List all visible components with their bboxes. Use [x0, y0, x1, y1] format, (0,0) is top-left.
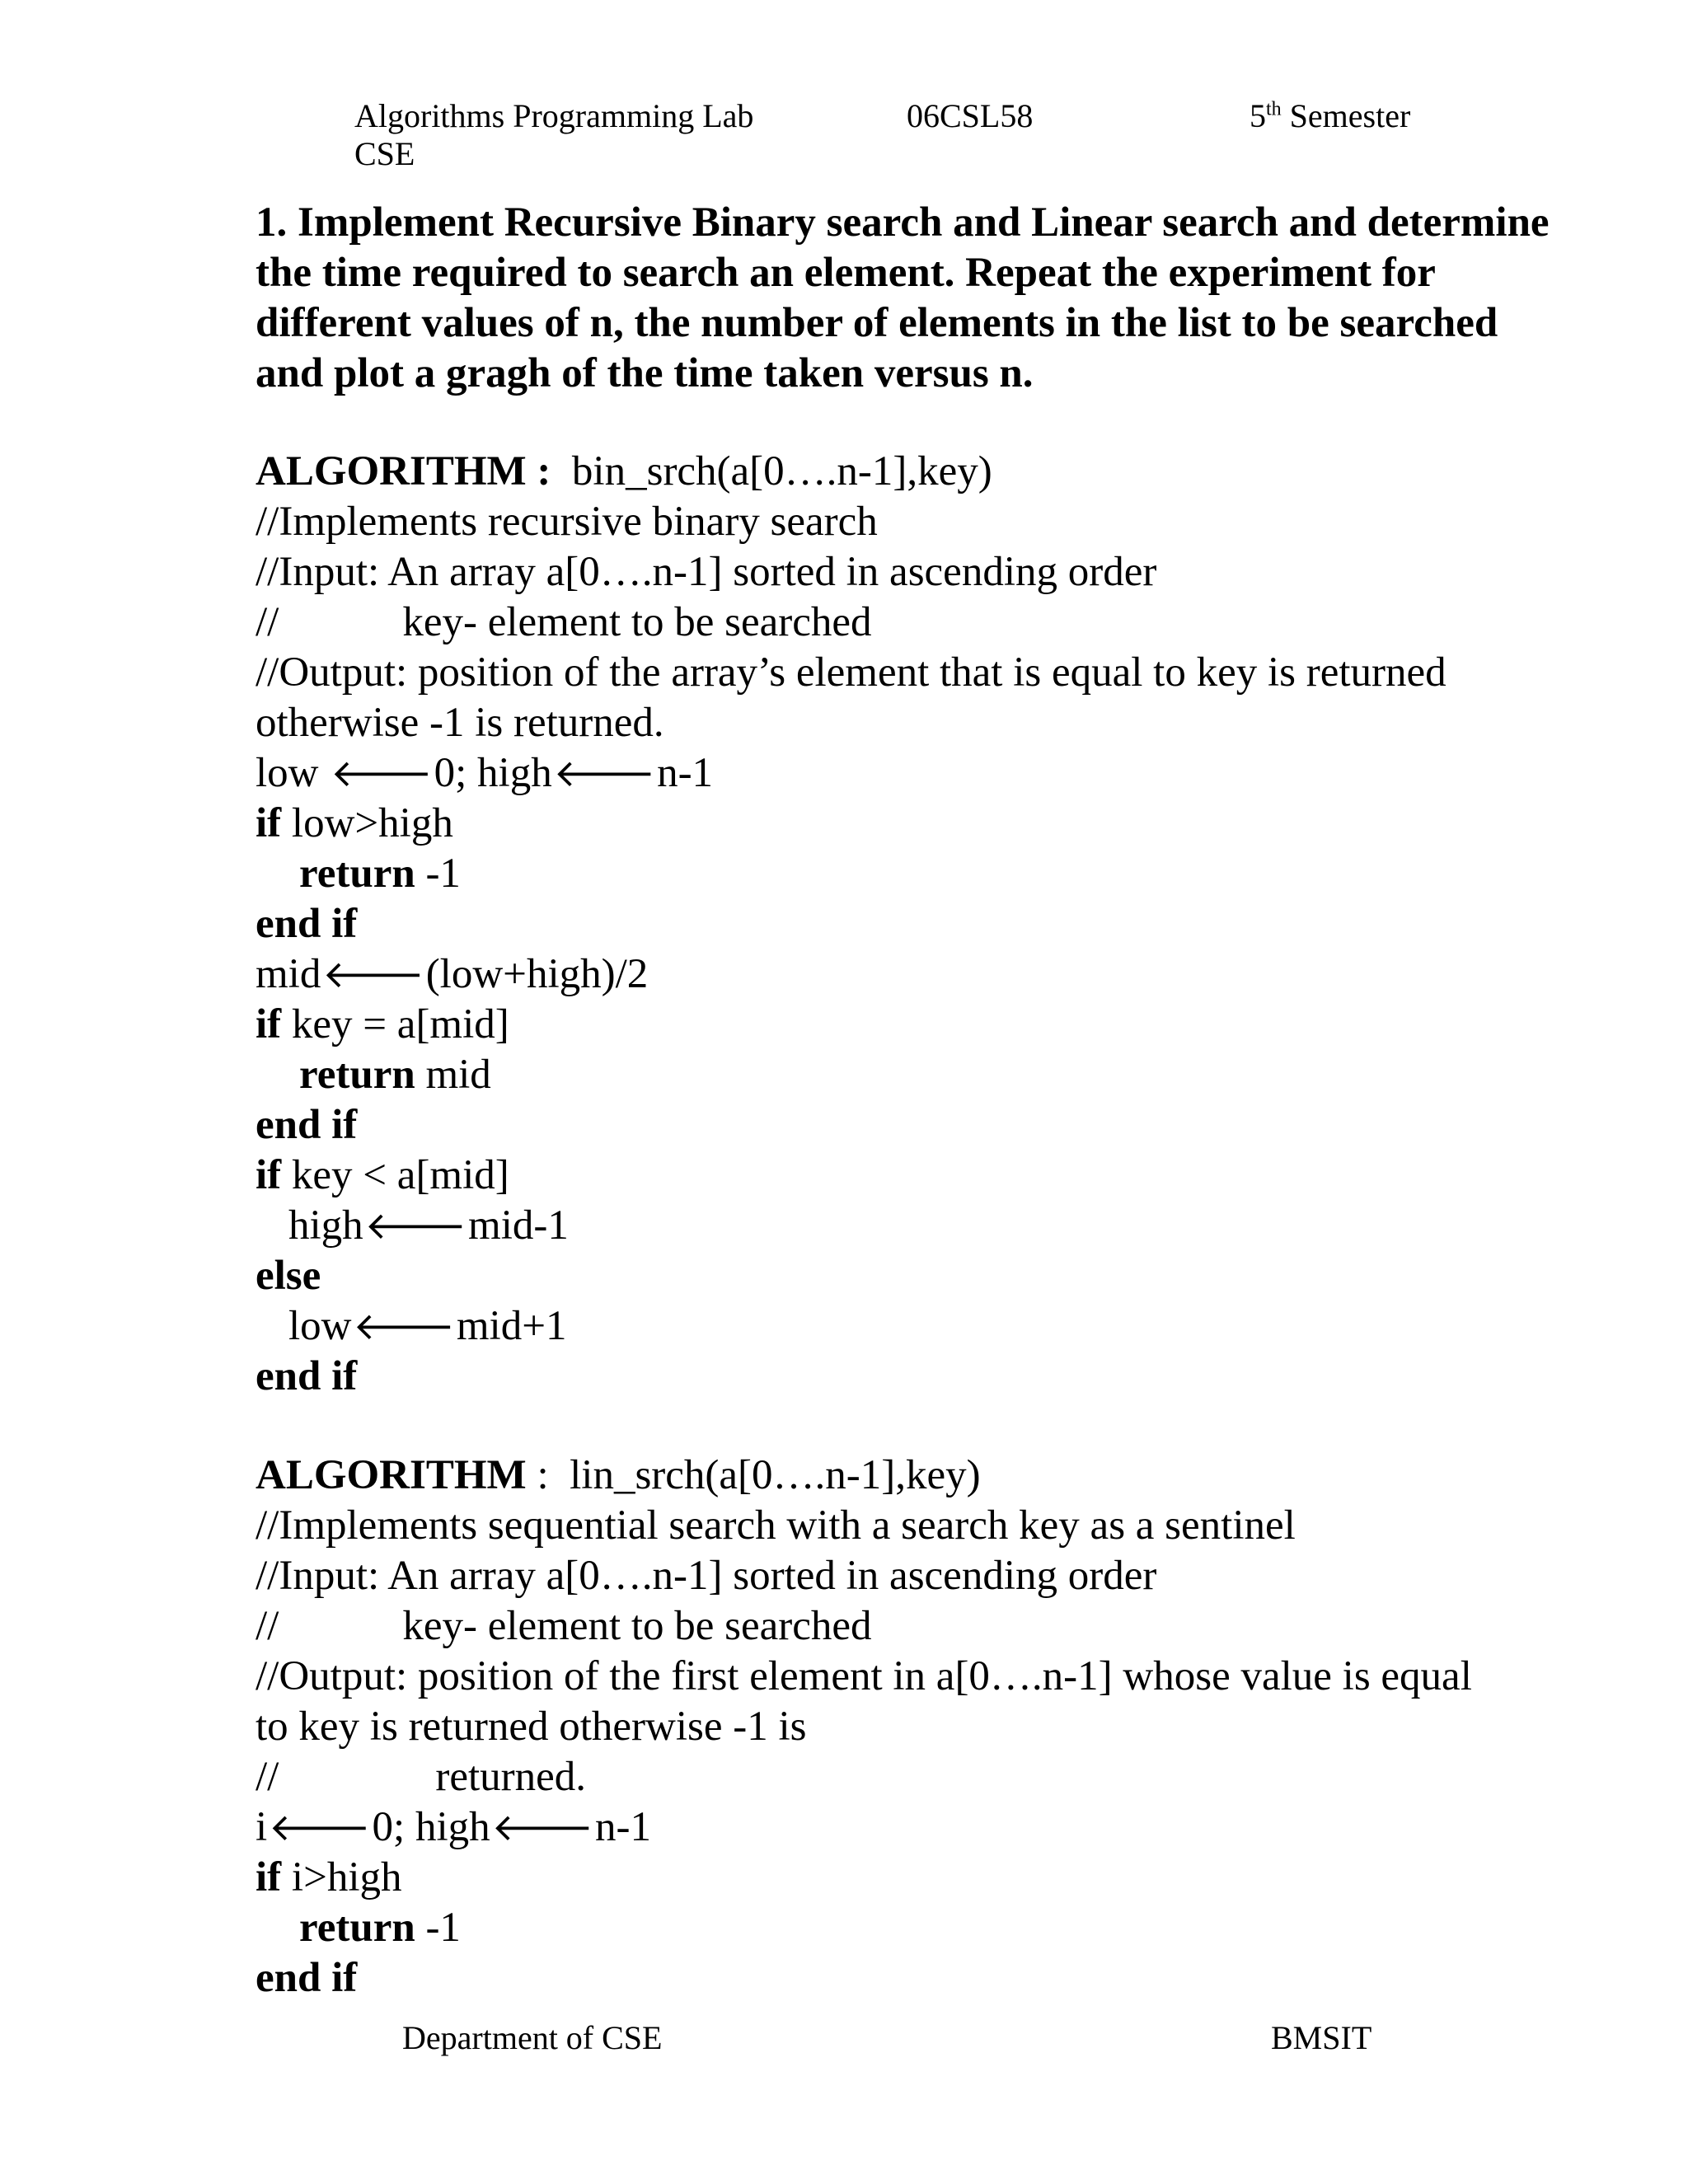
keyword-if: if	[256, 1152, 282, 1198]
code-text: mid	[256, 951, 321, 997]
algo1-signature: bin_srch(a[0….n-1],key)	[571, 448, 992, 494]
code-text: n-1	[657, 750, 714, 796]
comment-text: key- element to be searched	[402, 599, 872, 645]
algo1-line-else: else	[256, 1253, 321, 1299]
code-text: n-1	[594, 1804, 651, 1850]
algo1-line-mid	[256, 949, 648, 1000]
code-text: high	[288, 1202, 363, 1249]
left-arrow-icon: 🡐	[553, 752, 656, 794]
algo1-line-return-2	[299, 1050, 491, 1100]
keyword-return: return	[299, 851, 415, 897]
algo1-line-endif-2: end if	[256, 1102, 358, 1148]
algo2-comment-6	[256, 1752, 586, 1802]
keyword-if: if	[256, 1001, 282, 1047]
code-text: key < a[mid]	[281, 1152, 509, 1198]
algo1-line-endif-1: end if	[256, 901, 358, 947]
algo2-colon: :	[526, 1452, 549, 1498]
code-text: low>high	[281, 800, 453, 846]
code-text: (low+high)/2	[425, 951, 649, 997]
algo1-line-init	[256, 748, 713, 799]
left-arrow-icon: 🡐	[364, 1205, 467, 1247]
code-text: -1	[415, 1905, 461, 1951]
algo2-line-endif: end if	[256, 1955, 358, 2001]
footer-institute: BMSIT	[1271, 2019, 1372, 2056]
algo1-line-if	[256, 799, 453, 849]
code-text: i>high	[281, 1854, 402, 1900]
semester-number: 5	[1250, 97, 1266, 134]
comment-slashes: //	[256, 1754, 279, 1800]
keyword-if: if	[256, 800, 282, 846]
code-text: i	[256, 1804, 268, 1850]
algo1-comment-4: //Output: position of the array’s element that is equal to key is returned	[256, 649, 1447, 696]
algo1-heading: ALGORITHM :	[256, 448, 551, 494]
code-text: -1	[415, 851, 461, 897]
algo1-line-low	[288, 1301, 566, 1352]
algo2-line-init	[256, 1802, 651, 1853]
header-code: 06CSL58	[907, 97, 1034, 134]
code-text: low	[256, 750, 330, 796]
code-text: mid+1	[456, 1303, 567, 1349]
algo2-comment-3	[256, 1601, 872, 1652]
semester-superscript: th	[1266, 98, 1282, 120]
left-arrow-icon: 🡐	[353, 1305, 455, 1347]
algo2-comment-2: //Input: An array a[0….n-1] sorted in ascending order	[256, 1553, 1157, 1599]
algo1-comment-2: //Input: An array a[0….n-1] sorted in ascending order	[256, 549, 1157, 595]
algo2-line-if	[256, 1853, 402, 1903]
algo2-comment-1: //Implements sequential search with a search key as a sentinel	[256, 1502, 1296, 1549]
algo1-line-high	[288, 1201, 569, 1251]
keyword-if: if	[256, 1854, 282, 1900]
left-arrow-icon: 🡐	[491, 1807, 593, 1849]
algo1-line-endif-3: end if	[256, 1353, 358, 1399]
footer-dept: Department of CSE	[402, 2019, 663, 2056]
keyword-return: return	[299, 1052, 415, 1098]
code-text: 0; high	[434, 750, 552, 796]
algo2-comment-5: to key is returned otherwise -1 is	[256, 1704, 807, 1750]
algo2-line-return	[299, 1903, 461, 1953]
algo1-header	[256, 447, 992, 497]
algo1-line-if-2	[256, 1000, 509, 1050]
algo1-line-if-3	[256, 1151, 509, 1201]
algo2-signature: lin_srch(a[0….n-1],key)	[570, 1452, 981, 1498]
algo1-line-return	[299, 849, 461, 899]
header-dept: CSE	[354, 135, 415, 172]
left-arrow-icon: 🡐	[331, 752, 433, 794]
header-semester	[1250, 97, 1410, 135]
header-course: Algorithms Programming Lab	[354, 97, 754, 134]
comment-slashes: //	[256, 599, 279, 645]
algo1-comment-5: otherwise -1 is returned.	[256, 700, 664, 746]
problem-title: 1. Implement Recursive Binary search and Linear search and determine the time required to search an element. Repeat the experiment for different values of n, the number of elements in the list to be searched and plot a gragh of the time taken versus n.	[256, 199, 1550, 396]
code-text: mid	[415, 1052, 491, 1098]
code-text: 0; high	[372, 1804, 490, 1850]
algo2-header	[256, 1451, 981, 1501]
code-text: key = a[mid]	[281, 1001, 509, 1047]
comment-slashes: //	[256, 1603, 279, 1649]
semester-word: Semester	[1289, 97, 1411, 134]
algo1-comment-3	[256, 598, 872, 648]
keyword-return: return	[299, 1905, 415, 1951]
comment-text: returned.	[435, 1754, 587, 1800]
algo1-comment-1: //Implements recursive binary search	[256, 499, 878, 545]
left-arrow-icon: 🡐	[322, 954, 424, 996]
algo2-heading: ALGORITHM	[256, 1452, 527, 1498]
left-arrow-icon: 🡐	[269, 1807, 371, 1849]
comment-text: key- element to be searched	[402, 1603, 872, 1649]
code-text: mid-1	[468, 1202, 569, 1249]
algo2-comment-4: //Output: position of the first element in a[0….n-1] whose value is equal	[256, 1653, 1472, 1699]
code-text: low	[288, 1303, 352, 1349]
